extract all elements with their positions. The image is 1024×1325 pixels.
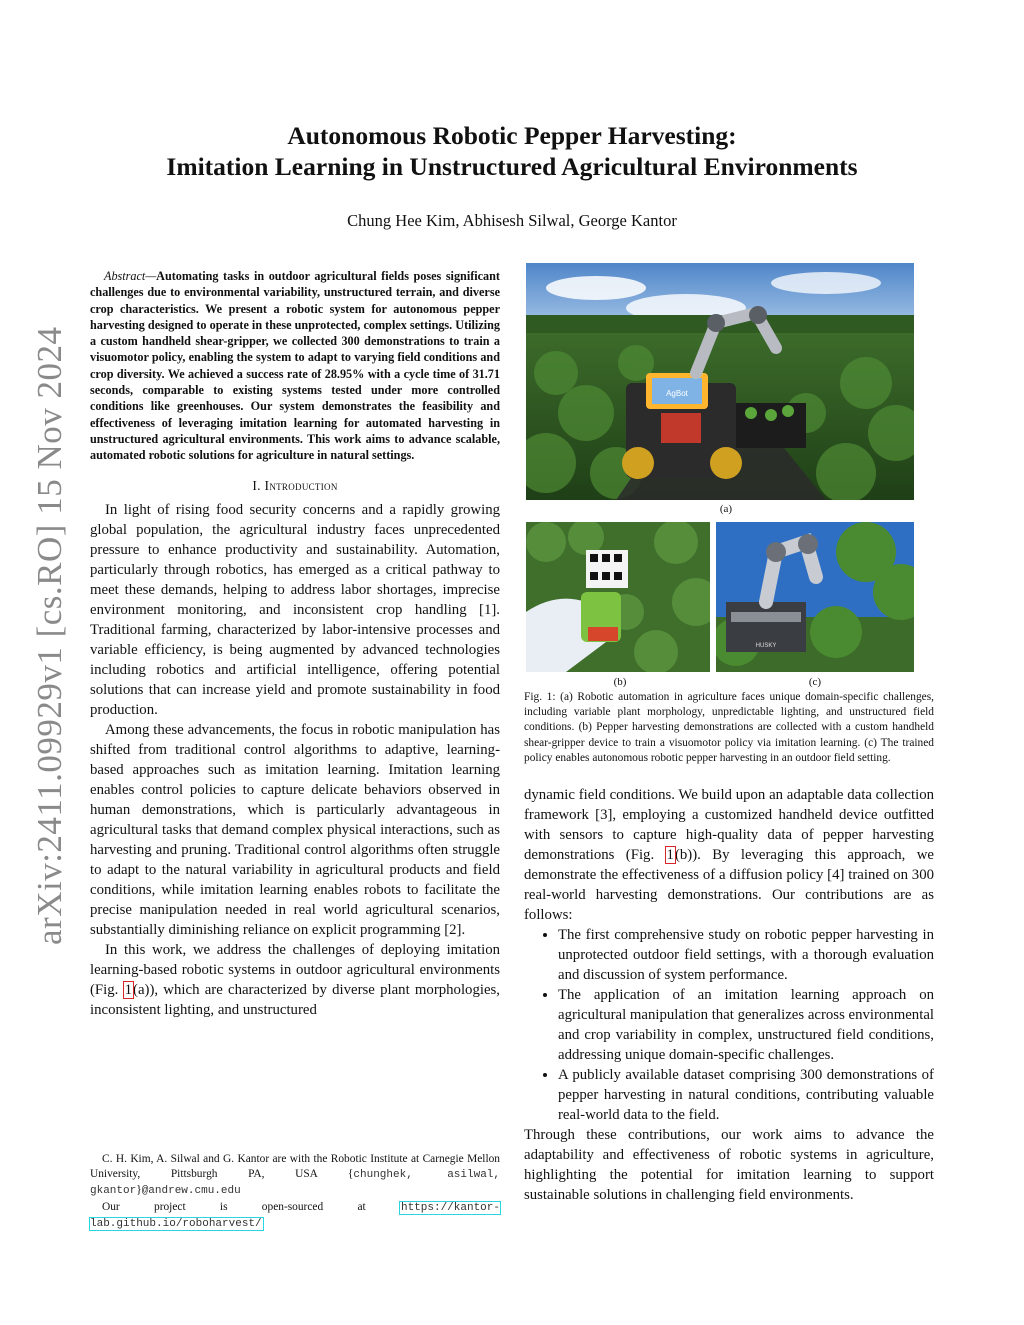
robot-arm-illustration [716,522,914,672]
abstract-lead: Abstract [104,269,146,283]
footnotes [90,1152,500,1232]
right-column [524,785,934,1205]
intro-paragraph-3: In this work, we address the challenges of deploying imitation learning-based robotic systems in outdoor agricultural environments (Fig. 1(a)), which are characterized by diverse plant morphologies, inconsistent lighting, and unstructured [90,941,500,1018]
figure-label-c: (c) [808,676,822,688]
figure-1-caption: Fig. 1: (a) Robotic automation in agriculture faces unique domain-specific challenges, including variable plant morphology, unpredictable lighting, and unstructured field conditions. (b) Pepper harvesting demonstrations are collected with a custom handheld shear-gripper device to train a visuomotor policy via imitation learning. (c) The trained policy enables autonomous robotic pepper harvesting in an outdoor field setting. [524,691,934,764]
left-column [90,268,500,1020]
paper-title [90,120,934,182]
device-label: HUSKY [755,643,777,649]
title-line-2: Imitation Learning in Unstructured Agricultural Environments [166,152,858,181]
right-paragraph-1: dynamic field conditions. We build upon an adaptable data collection framework [3], employing a customized handheld device outfitted with sensors to capture high-quality data of pepper harvesting demonstrations (Fig. 1(b)). By leveraging this approach, we demonstrate the effectiveness of a diffusion policy [4] trained on 300 real-world harvesting demonstrations. Our contributions are as follows: [524,787,934,923]
figure-1a-robot-photo [526,263,914,500]
intro-paragraph-2: Among these advancements, the focus in robotic manipulation has shifted from traditional control algorithms to adaptive, learning-based approaches such as imitation learning. Imitation learning enables control policies to capture delicate behaviors observed in human demonstrations, which is particularly advantageous in agricultural tasks that demand complex physical interactions, such as harvesting and pruning. Traditional control algorithms often struggle to adapt to the natural variability in agricultural products and field conditions, while imitation learning enables robots to facilitate the precise manipulation needed in real world agricultural scenarios, substantially diminishing reliance on explicit programming [2]. [90,721,500,938]
robot-field-illustration [526,263,914,500]
figure-1b-gripper-photo [526,522,710,672]
figure-reference-link[interactable]: 1 [124,981,133,998]
contribution-item: • The first comprehensive study on robotic pepper harvesting in unprotected outdoor field settings, with a thorough evaluation and discussion of system performance. [558,925,934,985]
abstract-text: Automating tasks in outdoor agricultural fields poses significant challenges due to environmental variability, unstructured terrain, and diverse crop characteristics. We present a robotic system for autonomous pepper harvesting designed to operate in these unprotected, complex settings. Utilizing a custom handheld shear-gripper, we collected 300 demonstrations to train a visuomotor policy, enabling the system to adapt to varying field conditions and crop diversity. We achieved a success rate of 28.95% with a cycle time of 31.71 seconds, comparable to existing systems tested under more controlled conditions like greenhouses. Our system demonstrates the feasibility and effectiveness of leveraging imitation learning for automated harvesting in unstructured agricultural environments. This work aims to advance scalable, automated robotic solutions for agriculture in natural settings. [90,269,500,463]
affiliation-footnote: C. H. Kim, A. Silwal and G. Kantor are with the Robotic Institute at Carnegie Mellon University, Pittsburgh PA, USA {chunghek, asilwal, gkantor}@andrew.cmu.edu [90,1153,501,1198]
abstract: Abstract—Automating tasks in outdoor agricultural fields poses significant challenges due to environmental variability, unstructured terrain, and diverse crop characteristics. We present a robotic system for autonomous pepper harvesting designed to operate in these unprotected, complex settings. Utilizing a custom handheld shear-gripper, we collected 300 demonstrations to train a visuomotor policy, enabling the system to adapt to varying field conditions and crop diversity. We achieved a success rate of 28.95% with a cycle time of 31.71 seconds, comparable to existing systems tested under more controlled conditions like greenhouses. Our system demonstrates the feasibility and effectiveness of leveraging imitation learning for automated harvesting in unstructured agricultural environments. This work aims to advance scalable, automated robotic solutions for agriculture in natural settings. [90,269,500,463]
arxiv-side-stamp: arXiv:2411.09929v1 [cs.RO] 15 Nov 2024 [30,326,69,945]
right-paragraph-2: Through these contributions, our work aims to advance the adaptability and effectiveness of robotic systems in agriculture, highlighting the potential for imitation learning to support sustainable solutions in challenging field environments. [524,1127,934,1203]
figure-reference-link-2[interactable]: 1 [666,847,674,863]
robot-screen-label: AgBot [666,389,688,398]
title-line-1: Autonomous Robotic Pepper Harvesting: [287,121,737,150]
figure-label-b: (b) [613,676,627,688]
project-url-link[interactable]: https://kantor-lab.github.io/roboharvest/ [90,1201,500,1230]
figure-1c-arm-photo [716,522,914,672]
project-footnote: Our project is open-sourced at https://kantor-lab.github.io/roboharvest/ [90,1200,500,1230]
author-list: Chung Hee Kim, Abhisesh Silwal, George Kantor [347,211,677,230]
contribution-item: • The application of an imitation learning approach on agricultural manipulation that generalizes across environmental and crop variability in complex, unstructured field conditions, addressing unique domain-specific challenges. [558,985,934,1065]
gripper-illustration [526,522,710,672]
intro-paragraph-1: In light of rising food security concerns and a rapidly growing global population, the agricultural industry faces unprecedented pressure to enhance productivity and sustainability. Automation, particularly through robotics, has emerged as a critical pathway to meet these demands, helping to address labor shortages, imprecise environment monitoring, and inconsistent crop handling [1]. Traditional farming, characterized by labor-intensive processes and variable efficiency, is being augmented by advanced technologies including robotics and artificial intelligence, offering potential solutions that can increase yield and promote sustainability in food production. [90,501,500,718]
figure-label-a: (a) [719,503,733,515]
contribution-item: • A publicly available dataset comprising 300 demonstrations of pepper harvesting in natural conditions, contributing valuable real-world data to the field. [558,1065,934,1125]
contributions-list [524,925,934,1125]
section-heading-introduction: I. Introduction [252,477,338,493]
